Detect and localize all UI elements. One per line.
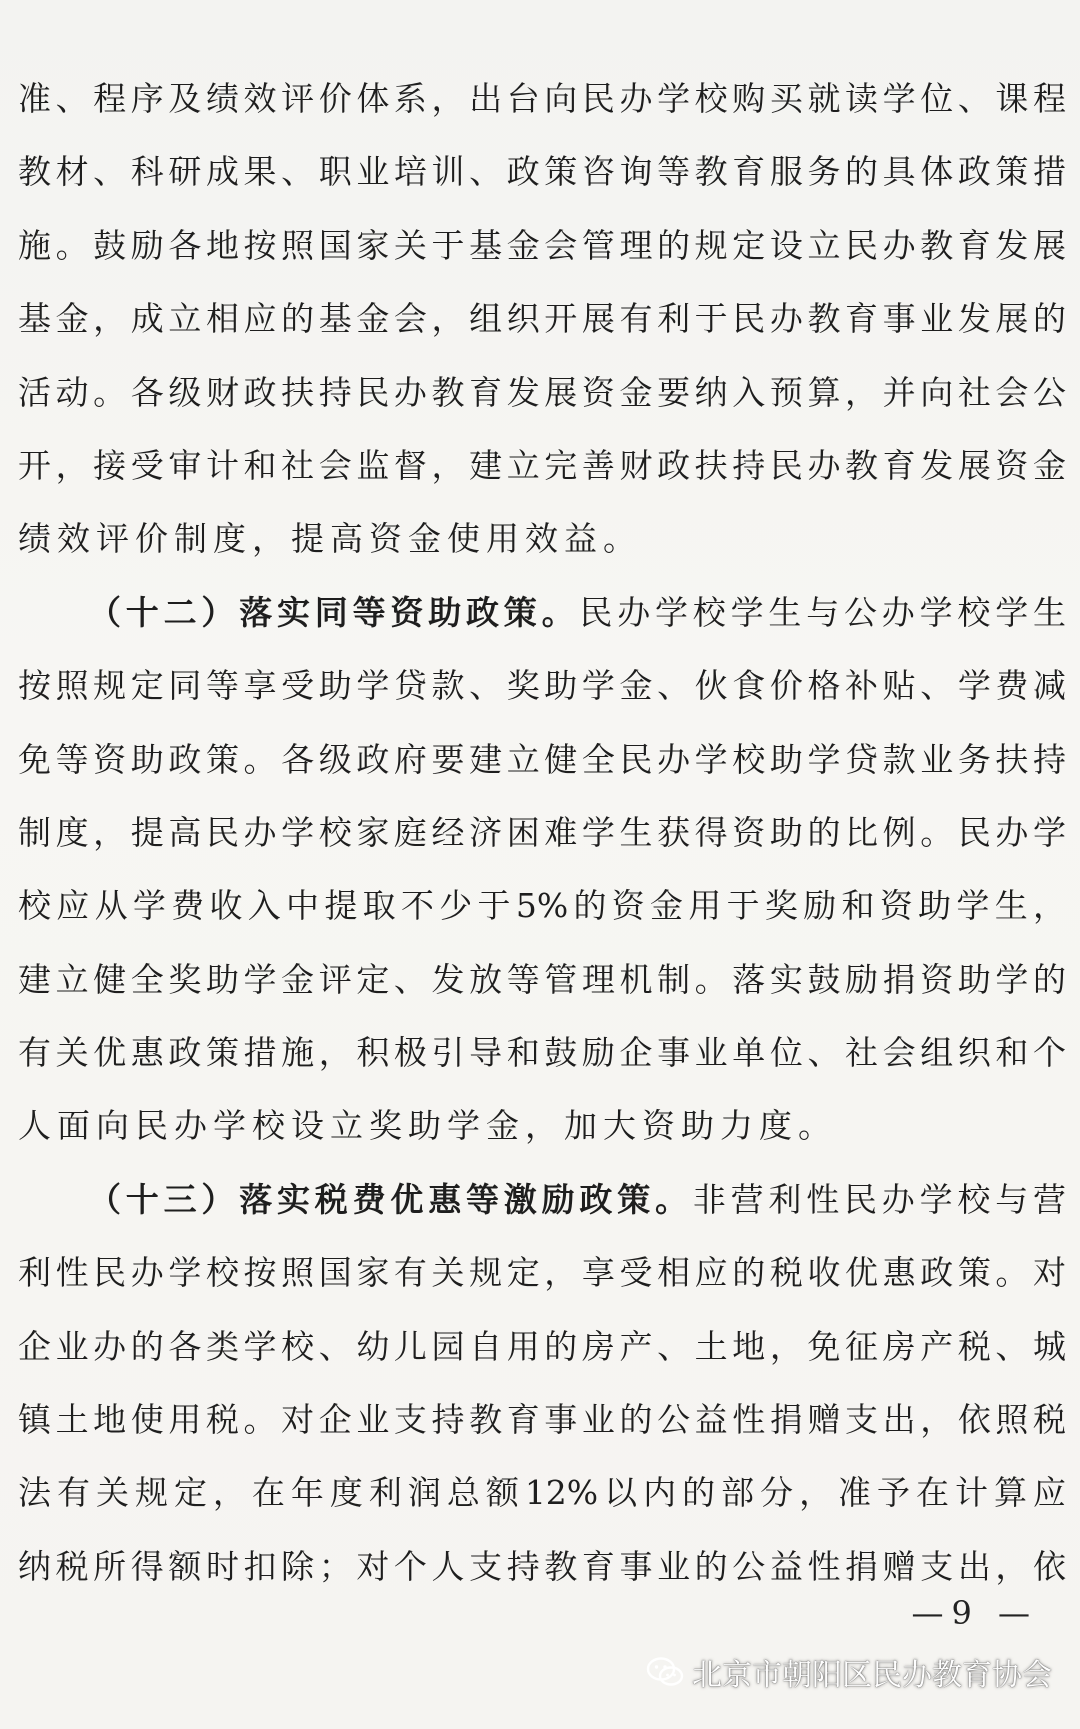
- text-line: 制度，提高民办学校家庭经济困难学生获得资助的比例。民办学: [18, 812, 1066, 852]
- wechat-icon: [646, 1656, 684, 1688]
- text-line: 镇土地使用税。对企业支持教育事业的公益性捐赠支出，依照税: [18, 1400, 1066, 1440]
- text-line: 活动。各级财政扶持民办教育发展资金要纳入预算，并向社会公: [18, 372, 1066, 412]
- section-heading-12: （十二）落实同等资助政策。: [88, 592, 580, 632]
- text-line: 按照规定同等享受助学贷款、奖助学金、伙食价格补贴、学费减: [18, 666, 1066, 706]
- text-line: 绩效评价制度，提高资金使用效益。: [18, 519, 642, 559]
- text-line: 基金，成立相应的基金会，组织开展有利于民办教育事业发展的: [18, 299, 1066, 339]
- watermark-text: 北京市朝阳区民办教育协会: [692, 1658, 1052, 1693]
- text-line: 纳税所得额时扣除；对个人支持教育事业的公益性捐赠支出，依: [18, 1546, 1066, 1586]
- text-line: 有关优惠政策措施，积极引导和鼓励企事业单位、社会组织和个: [18, 1033, 1066, 1073]
- paragraph-12: [18, 576, 1066, 1163]
- section-heading-13: （十三）落实税费优惠等激励政策。: [88, 1179, 693, 1219]
- text-line: 企业办的各类学校、幼儿园自用的房产、土地，免征房产税、城: [18, 1326, 1066, 1366]
- page-number: —9 —: [911, 1594, 1038, 1632]
- text-line: 开，接受审计和社会监督，建立完善财政扶持民办教育发展资金: [18, 445, 1066, 485]
- text-line: 建立健全奖助学金评定、发放等管理机制。落实鼓励捐资助学的: [18, 959, 1066, 999]
- text-line: 法有关规定，在年度利润总额12%以内的部分，准予在计算应: [18, 1473, 1066, 1513]
- text-line: 利性民办学校按照国家有关规定，享受相应的税收优惠政策。对: [18, 1253, 1066, 1293]
- paragraph-13: [18, 1163, 1066, 1603]
- text-line: [18, 1163, 1066, 1236]
- text-line: 准、程序及绩效评价体系，出台向民办学校购买就读学位、课程: [18, 79, 1066, 118]
- text-line: 免等资助政策。各级政府要建立健全民办学校助学贷款业务扶持: [18, 739, 1066, 779]
- watermark: [646, 1650, 1052, 1694]
- text-run: 非营利性民办学校与营: [692, 1179, 1067, 1219]
- paragraph-1: [18, 62, 1066, 576]
- text-line: 校应从学费收入中提取不少于5%的资金用于奖励和资助学生，: [18, 886, 1066, 926]
- text-line: [18, 576, 1066, 649]
- text-run: 民办学校学生与公办学校学生: [579, 592, 1067, 632]
- text-line: 人面向民办学校设立奖助学金，加大资助力度。: [18, 1106, 837, 1146]
- text-line: 教材、科研成果、职业培训、政策咨询等教育服务的具体政策措: [18, 152, 1066, 192]
- document-body: [18, 62, 1066, 1603]
- text-line: 施。鼓励各地按照国家关于基金会管理的规定设立民办教育发展: [18, 225, 1066, 265]
